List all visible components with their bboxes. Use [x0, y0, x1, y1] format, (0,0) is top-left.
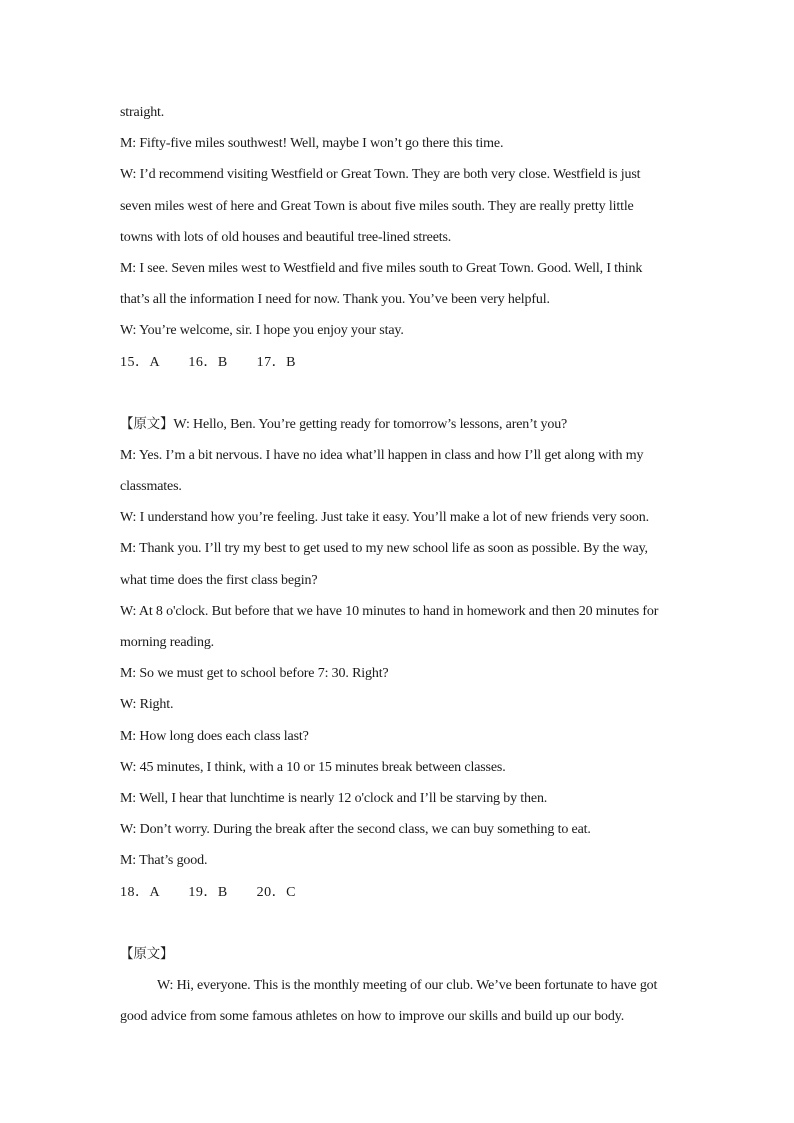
- section-heading: [120, 939, 680, 970]
- text-line: M: Thank you. I’ll try my best to get used to my new school life as soon as possible. By the way,: [120, 541, 648, 557]
- text-line: W: You’re welcome, sir. I hope you enjoy your stay.: [120, 323, 404, 339]
- text-line: W: Hi, everyone. This is the monthly meeting of our club. We’ve been fortunate to have got: [157, 977, 658, 993]
- answer-key: 15．A 16．B 17．B: [120, 354, 297, 370]
- text-line: M: Fifty-five miles southwest! Well, maybe I won’t go there this time.: [120, 136, 504, 152]
- text-line: W: Hello, Ben. You’re getting ready for tomorrow’s lessons, aren’t you?: [173, 416, 568, 432]
- section-label: 【原文】: [120, 945, 174, 962]
- answer-key: 18．A 19．B 20．C: [120, 884, 297, 900]
- text-line: M: So we must get to school before 7: 30. Right?: [120, 666, 389, 682]
- text-line: good advice from some famous athletes on how to improve our skills and build up our body.: [120, 1009, 625, 1025]
- text-line: classmates.: [120, 479, 182, 495]
- text-line: W: Don’t worry. During the break after the second class, we can buy something to eat.: [120, 822, 591, 838]
- text-line: M: That’s good.: [120, 853, 208, 869]
- text-line: towns with lots of old houses and beautiful tree-lined streets.: [120, 229, 452, 245]
- text-line: what time does the first class begin?: [120, 572, 318, 588]
- text-line: M: I see. Seven miles west to Westfield and five miles south to Great Town. Good. Well, I think: [120, 260, 643, 276]
- text-line: W: 45 minutes, I think, with a 10 or 15 minutes break between classes.: [120, 759, 506, 775]
- text-line: morning reading.: [120, 635, 215, 650]
- section-first-line: [120, 409, 680, 440]
- text-line: straight.: [120, 105, 165, 120]
- text-line: W: At 8 o'clock. But before that we have 10 minutes to hand in homework and then 20 minutes for: [120, 603, 659, 619]
- spacer: [120, 908, 680, 939]
- text-line: W: I’d recommend visiting Westfield or Great Town. They are both very close. Westfield is just: [120, 167, 641, 183]
- text-line: W: I understand how you’re feeling. Just take it easy. You’ll make a lot of new friends very soon.: [120, 510, 649, 526]
- text-line: seven miles west of here and Great Town is about five miles south. They are really pretty little: [120, 198, 634, 214]
- section-label: 【原文】: [120, 415, 174, 432]
- spacer: [120, 378, 680, 409]
- document-page: [120, 97, 680, 1032]
- text-line: M: How long does each class last?: [120, 728, 309, 744]
- text-line: M: Yes. I’m a bit nervous. I have no idea what’ll happen in class and how I’ll get along with my: [120, 447, 644, 463]
- text-line: W: Right.: [120, 697, 174, 713]
- text-line: that’s all the information I need for now. Thank you. You’ve been very helpful.: [120, 292, 550, 308]
- text-line: M: Well, I hear that lunchtime is nearly 12 o'clock and I’ll be starving by then.: [120, 790, 548, 806]
